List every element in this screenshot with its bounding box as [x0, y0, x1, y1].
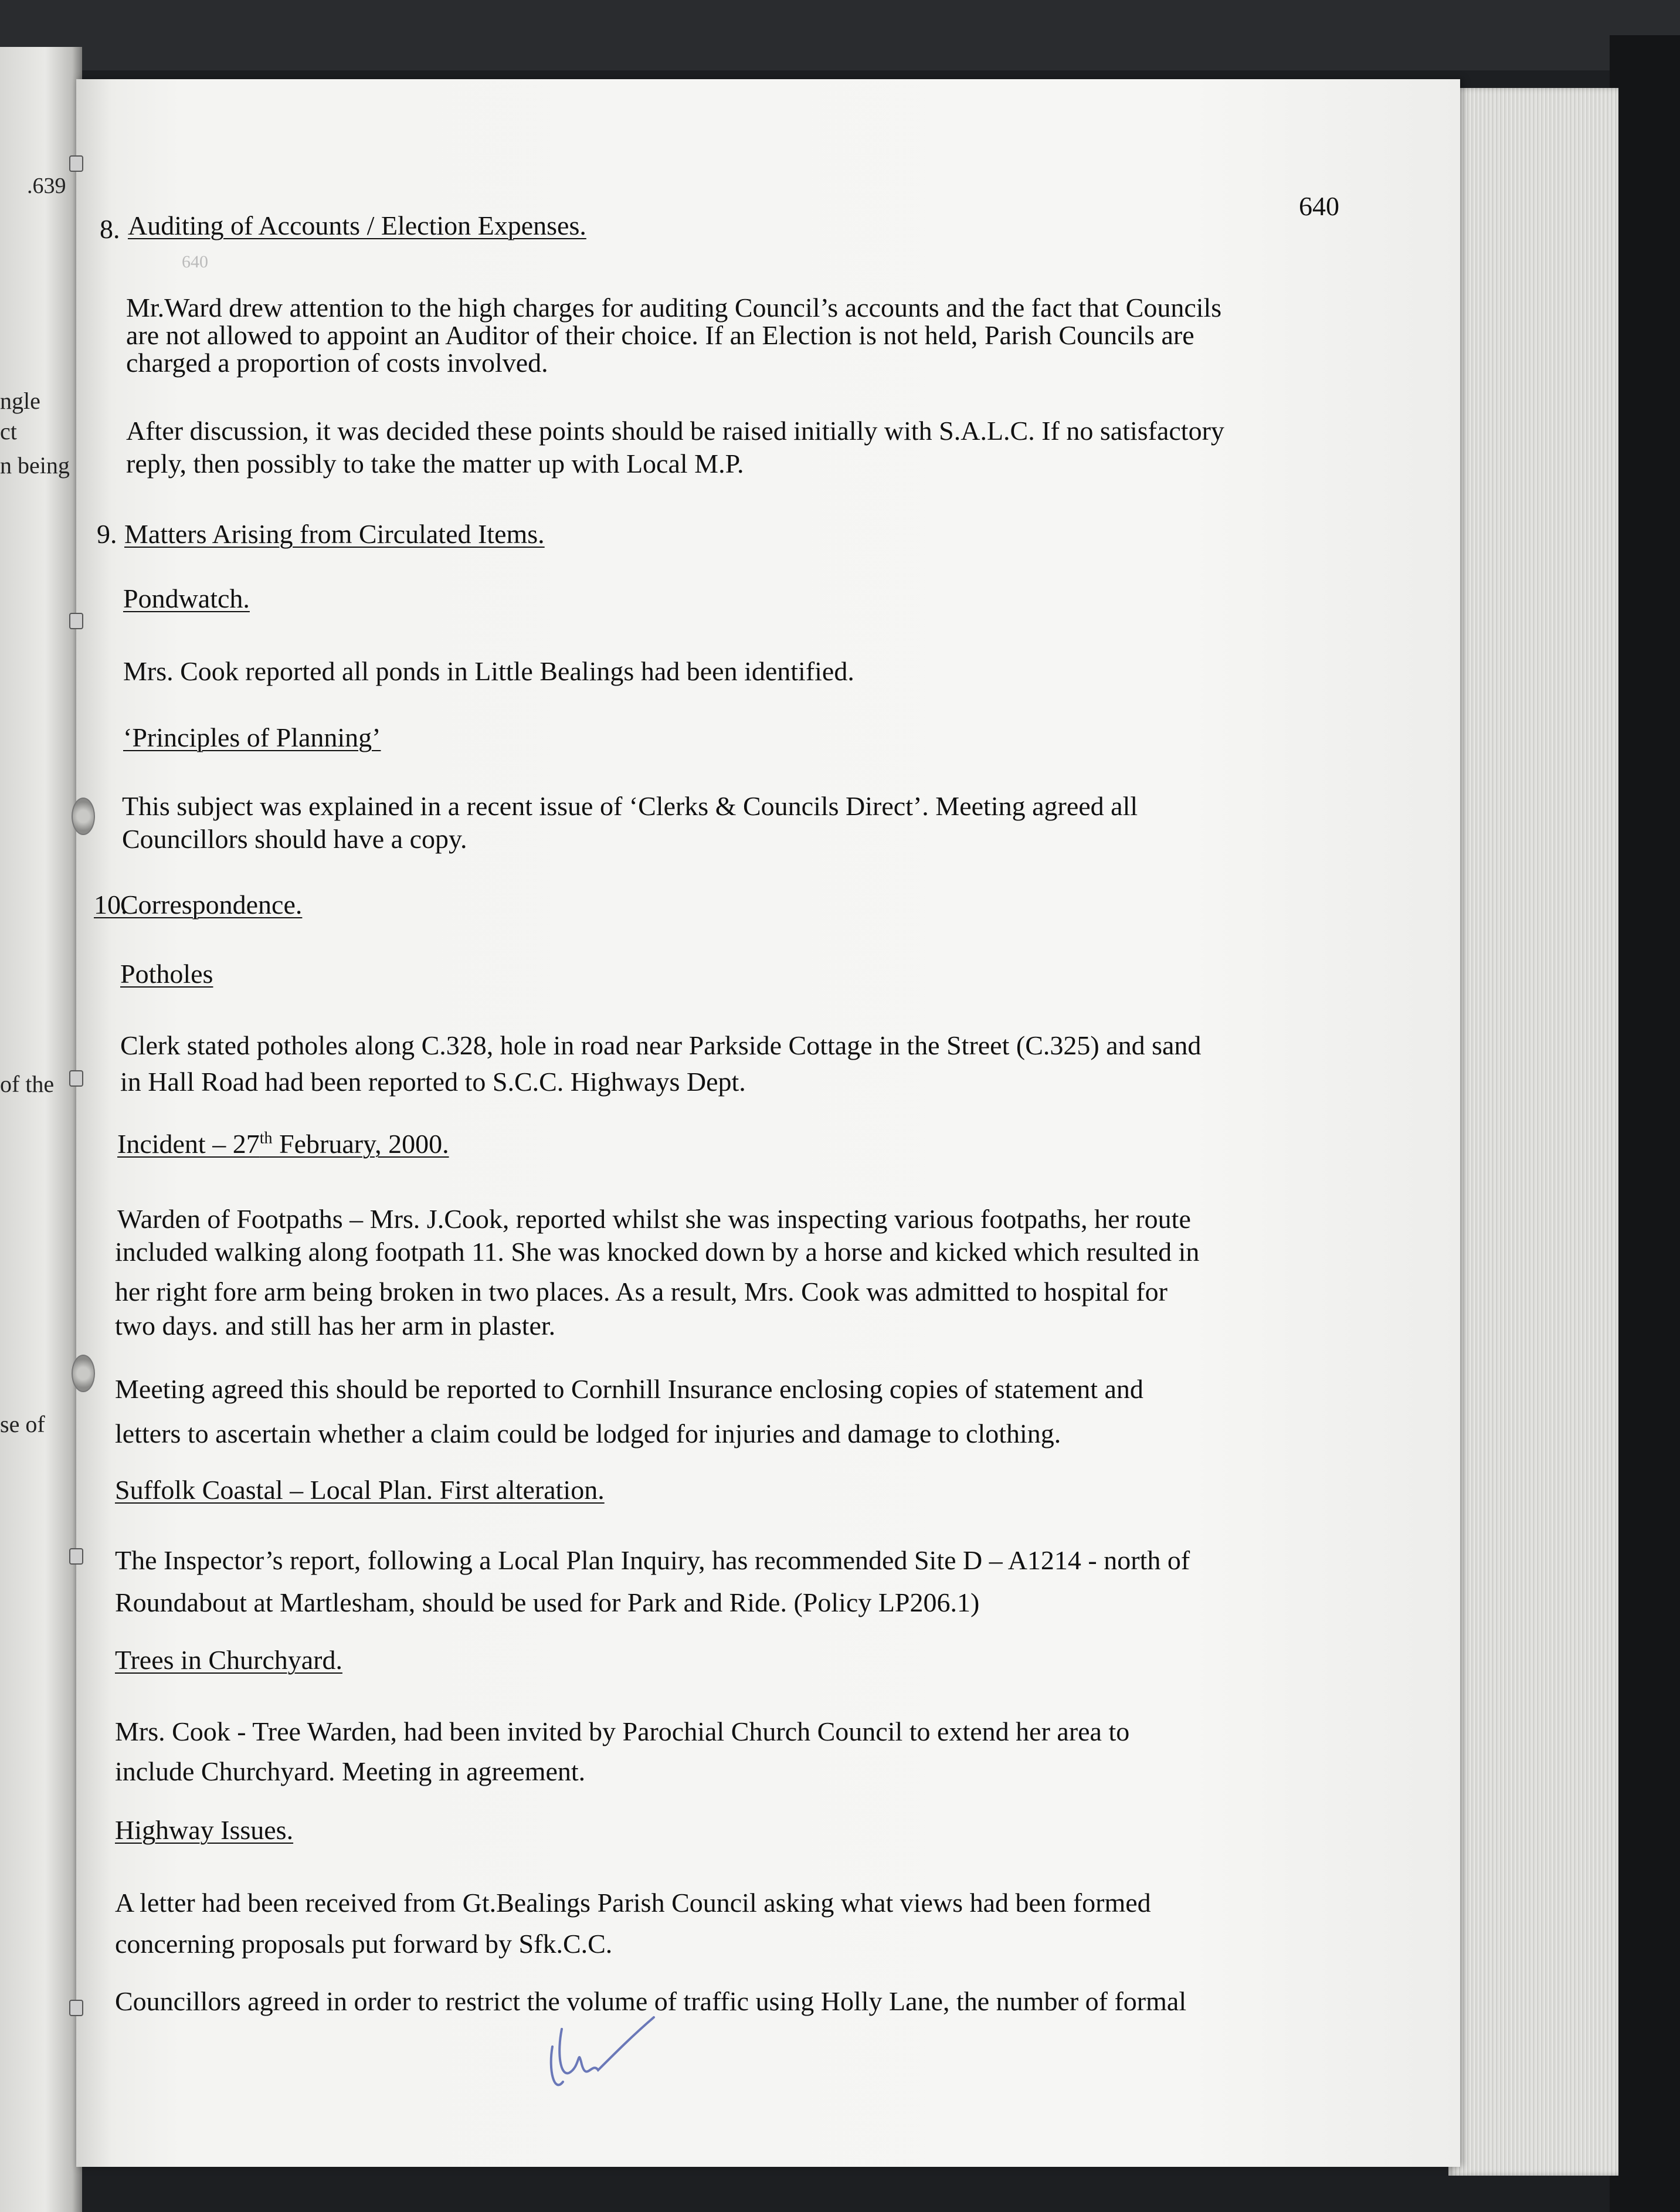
paragraph-line: Clerk stated potholes along C.328, hole in road near Parkside Cottage in the Street (C.325) and sand: [120, 1030, 1202, 1060]
paragraph-line: concerning proposals put forward by Sfk.C.C.: [115, 1929, 613, 1959]
paragraph-line: letters to ascertain whether a claim could be lodged for injuries and damage to clothing.: [115, 1419, 1061, 1448]
left-page-number: .639: [27, 174, 66, 198]
binder-ring: [69, 613, 83, 629]
binder-ring: [69, 2000, 83, 2016]
left-facing-page: [0, 47, 82, 2212]
left-fragment: n being: [0, 452, 70, 479]
subsection-title: Pondwatch.: [123, 583, 250, 613]
subsection-title: Trees in Churchyard.: [115, 1645, 342, 1675]
paragraph-line: The Inspector’s report, following a Local Plan Inquiry, has recommended Site D – A1214 - north of: [115, 1545, 1190, 1575]
paragraph-line: Roundabout at Martlesham, should be used for Park and Ride. (Policy LP206.1): [115, 1587, 980, 1617]
section-heading: Auditing of Accounts / Election Expenses.: [128, 211, 586, 240]
subsection-title: Suffolk Coastal – Local Plan. First alteration.: [115, 1475, 605, 1505]
binder-cover: [1610, 35, 1680, 2212]
page-number: 640: [1299, 191, 1339, 221]
left-fragment: of the: [0, 1071, 55, 1097]
paragraph-line: Councillors agreed in order to restrict the volume of traffic using Holly Lane, the number of formal: [115, 1986, 1187, 2016]
paragraph-line: included walking along footpath 11. She was knocked down by a horse and kicked which resulted in: [115, 1237, 1200, 1267]
paragraph-line: Councillors should have a copy.: [122, 824, 467, 854]
section-number: 8.: [100, 214, 120, 244]
paragraph-line: are not allowed to appoint an Auditor of their choice. If an Election is not held, Parish Councils are: [126, 320, 1194, 350]
section-heading: Correspondence.: [120, 890, 303, 920]
left-fragment: ngle: [0, 388, 40, 414]
paragraph-line: Meeting agreed this should be reported to Cornhill Insurance enclosing copies of statement and: [115, 1374, 1143, 1404]
paragraph-line: in Hall Road had been reported to S.C.C. Highways Dept.: [120, 1067, 746, 1097]
paragraph-line: Mr.Ward drew attention to the high charges for auditing Council’s accounts and the fact that Councils: [126, 293, 1222, 323]
section-number: 10.: [94, 890, 128, 920]
ghost-page-number: 640: [182, 252, 208, 272]
left-fragment: se of: [0, 1411, 45, 1437]
page-edge-stack: [1448, 88, 1618, 2176]
subsection-title: Incident – 27th February, 2000.: [117, 1129, 449, 1159]
paragraph-line: After discussion, it was decided these points should be raised initially with S.A.L.C. If no satisfactory: [126, 416, 1224, 446]
subsection-title: Highway Issues.: [115, 1815, 294, 1845]
paragraph-line: This subject was explained in a recent issue of ‘Clerks & Councils Direct’. Meeting agreed all: [122, 791, 1138, 821]
left-fragment: ct: [0, 418, 17, 445]
document-page: [76, 79, 1460, 2167]
paragraph-line: include Churchyard. Meeting in agreement.: [115, 1756, 586, 1786]
punch-hole: [72, 798, 95, 835]
section-heading: Matters Arising from Circulated Items.: [124, 519, 545, 549]
paragraph-line: Mrs. Cook reported all ponds in Little Bealings had been identified.: [123, 656, 854, 686]
section-number: 9.: [97, 519, 117, 549]
binder-top: [0, 0, 1680, 70]
punch-hole: [72, 1355, 95, 1392]
paragraph-line: two days. and still has her arm in plaster.: [115, 1311, 556, 1341]
binder-ring: [69, 1070, 83, 1087]
paragraph-line: Warden of Footpaths – Mrs. J.Cook, reported whilst she was inspecting various footpaths, her route: [117, 1204, 1191, 1234]
binder-ring: [69, 1548, 83, 1565]
paragraph-line: charged a proportion of costs involved.: [126, 348, 548, 378]
paragraph-line: reply, then possibly to take the matter up with Local M.P.: [126, 449, 744, 479]
paragraph-line: her right fore arm being broken in two places. As a result, Mrs. Cook was admitted to hospital for: [115, 1277, 1167, 1307]
handwritten-initials: [545, 2006, 663, 2099]
binder-ring: [69, 155, 83, 172]
subsection-title: Potholes: [120, 959, 213, 989]
subsection-title: ‘Principles of Planning’: [123, 722, 381, 752]
paragraph-line: Mrs. Cook - Tree Warden, had been invited by Parochial Church Council to extend her area to: [115, 1716, 1130, 1746]
paragraph-line: A letter had been received from Gt.Bealings Parish Council asking what views had been formed: [115, 1888, 1151, 1918]
